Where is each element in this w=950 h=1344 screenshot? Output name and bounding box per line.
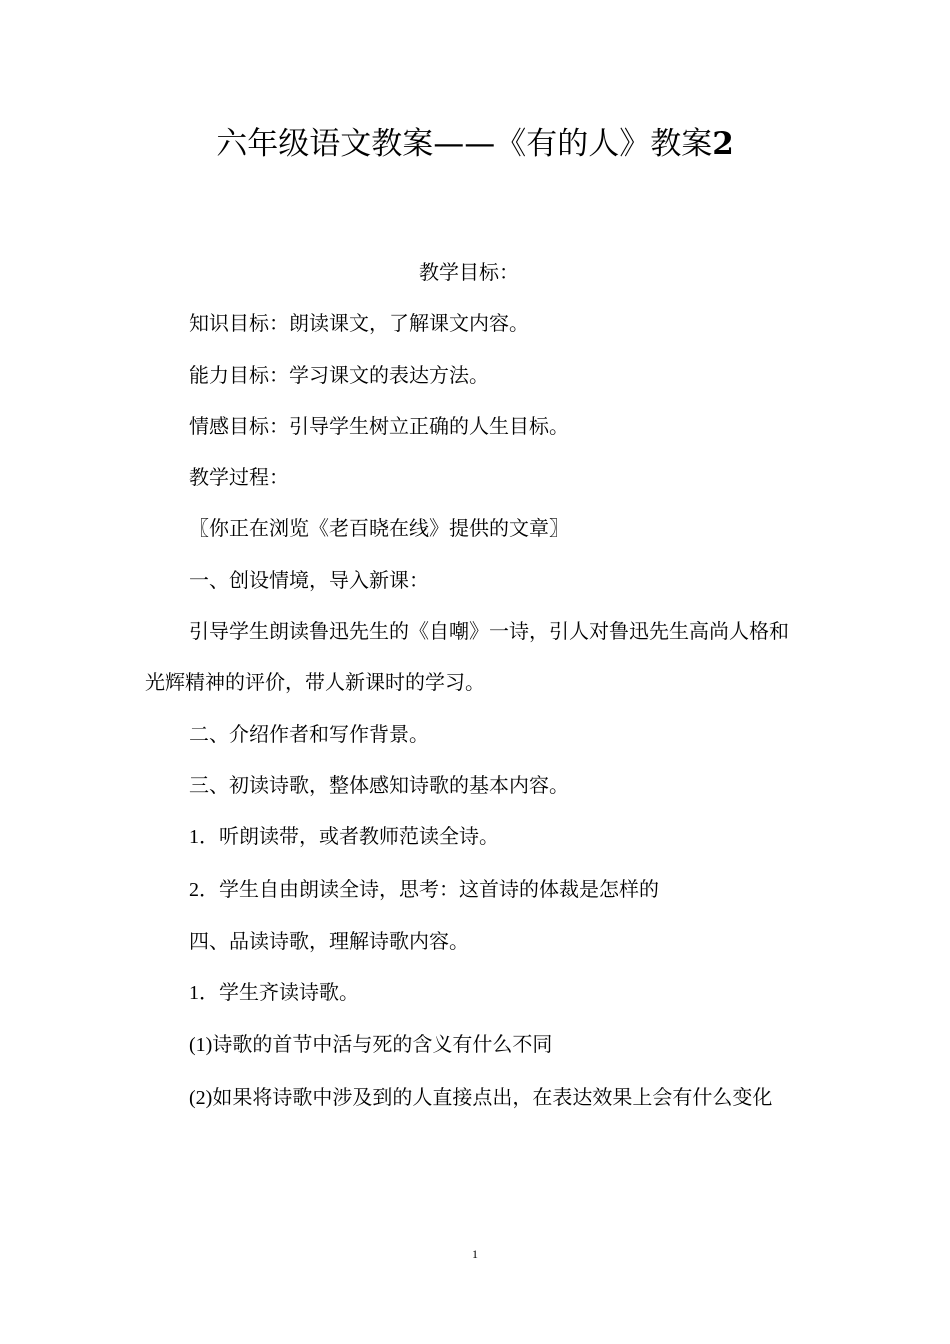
document-body bbox=[145, 247, 805, 1124]
list-item-number: 1 bbox=[189, 826, 199, 849]
paragraph-emotion-goal: 情感目标：引导学生树立正确的人生目标。 bbox=[189, 413, 569, 438]
document-title bbox=[0, 122, 950, 166]
paragraph-source-note: 〖你正在浏览《老百晓在线》提供的文章〗 bbox=[189, 516, 569, 541]
paragraph-knowledge-goal: 知识目标：朗读课文，了解课文内容。 bbox=[189, 311, 529, 336]
list-item-text: ．学生自由朗读全诗，思考：这首诗的体裁是怎样的 bbox=[199, 876, 659, 901]
list-item-text: 诗歌的首节中活与死的含义有什么不同 bbox=[212, 1032, 553, 1057]
paragraph-ability-goal: 能力目标：学习课文的表达方法。 bbox=[189, 362, 489, 387]
section-heading-process: 教学过程： bbox=[189, 465, 289, 490]
paragraph-step-four: 四、品读诗歌，理解诗歌内容。 bbox=[189, 928, 469, 953]
list-item bbox=[145, 1072, 805, 1124]
title-text: 六年级语文教案——《有的人》教案 bbox=[216, 126, 713, 162]
list-item bbox=[145, 811, 805, 863]
paragraph-step-one: 一、创设情境，导入新课： bbox=[189, 567, 429, 592]
list-item bbox=[145, 967, 805, 1019]
list-item bbox=[145, 864, 805, 916]
page-number: 1 bbox=[472, 1247, 478, 1261]
paragraph-step-three: 三、初读诗歌，整体感知诗歌的基本内容。 bbox=[189, 772, 569, 797]
list-item-text: ．学生齐读诗歌。 bbox=[199, 980, 359, 1005]
section-heading-objectives: 教学目标： bbox=[419, 260, 519, 284]
paragraph-step-one-detail: 引导学生朗读鲁迅先生的《自嘲》一诗，引人对鲁迅先生高尚人格和光辉精神的评价，带人新课时的学习。 bbox=[145, 619, 789, 695]
list-item-number: (1) bbox=[189, 1034, 213, 1057]
list-item-number: (2) bbox=[189, 1086, 213, 1109]
list-item-number: 2 bbox=[189, 878, 199, 901]
paragraph-step-two: 二、介绍作者和写作背景。 bbox=[189, 721, 429, 746]
list-item-text: ．听朗读带，或者教师范读全诗。 bbox=[199, 824, 499, 849]
list-item bbox=[145, 1019, 805, 1071]
list-item-number: 1 bbox=[189, 982, 199, 1005]
title-number: 2 bbox=[712, 126, 734, 162]
list-item-text: 如果将诗歌中涉及到的人直接点出，在表达效果上会有什么变化 bbox=[212, 1084, 773, 1109]
